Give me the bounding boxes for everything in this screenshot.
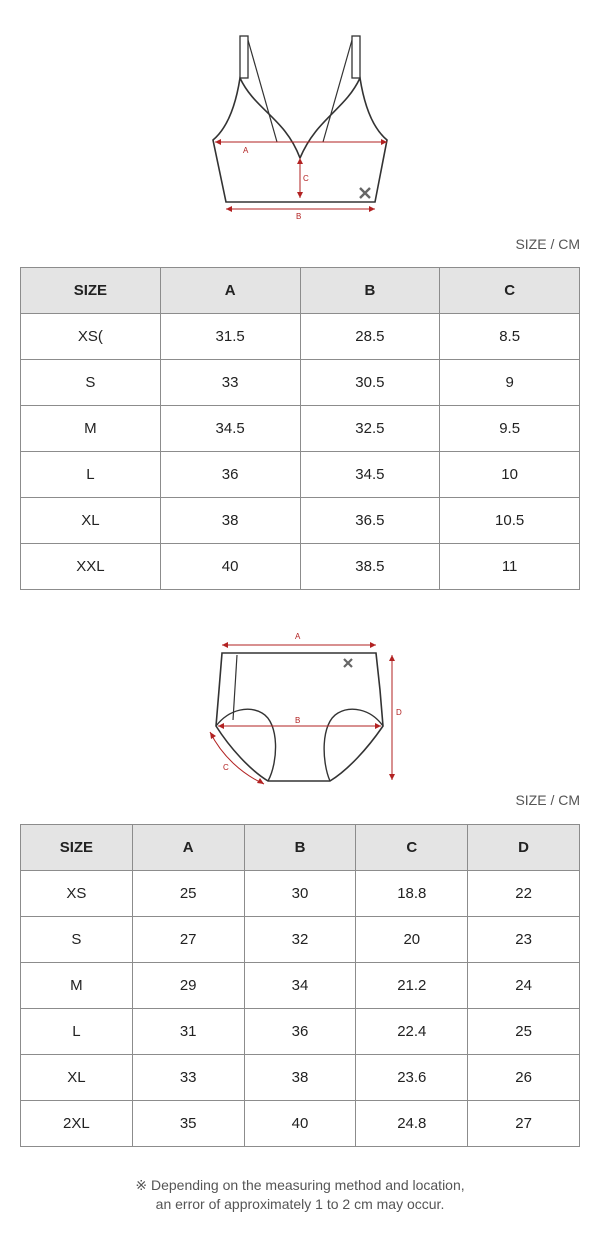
note-line-2: an error of approximately 1 to 2 cm may occur.	[155, 1196, 445, 1212]
header-c: C	[440, 268, 580, 314]
table-cell: S	[21, 917, 133, 963]
table-row	[21, 1009, 580, 1055]
header-b: B	[300, 268, 440, 314]
table-header-row	[21, 268, 580, 314]
left-strap	[240, 36, 248, 78]
header-b: B	[244, 825, 356, 871]
table-cell: 32	[244, 917, 356, 963]
table-cell: 40	[244, 1101, 356, 1147]
bra-label-a: A	[243, 146, 249, 155]
table-cell: L	[21, 452, 161, 498]
table-cell: 22	[468, 871, 580, 917]
table-row	[21, 498, 580, 544]
table-cell: M	[21, 406, 161, 452]
table-cell: M	[21, 963, 133, 1009]
table-cell: XS	[21, 871, 133, 917]
table-cell: XS(	[21, 314, 161, 360]
table-cell: 11	[440, 544, 580, 590]
right-strap	[352, 36, 360, 78]
table-cell: 24.8	[356, 1101, 468, 1147]
table-cell: 20	[356, 917, 468, 963]
bra-size-table	[20, 267, 580, 590]
table-cell: 10	[440, 452, 580, 498]
header-c: C	[356, 825, 468, 871]
table-row	[21, 452, 580, 498]
table-cell: 25	[468, 1009, 580, 1055]
table-cell: 30.5	[300, 360, 440, 406]
bra-unit-label: SIZE / CM	[515, 236, 580, 252]
header-a: A	[132, 825, 244, 871]
table-row	[21, 917, 580, 963]
table-row	[21, 1101, 580, 1147]
table-cell: 31.5	[160, 314, 300, 360]
briefs-label-b: B	[295, 716, 301, 725]
table-row	[21, 406, 580, 452]
table-cell: 10.5	[440, 498, 580, 544]
measure-c-line	[210, 732, 264, 784]
table-cell: 32.5	[300, 406, 440, 452]
briefs-label-a: A	[295, 632, 301, 641]
table-cell: 40	[160, 544, 300, 590]
table-cell: 38	[160, 498, 300, 544]
table-cell: 9	[440, 360, 580, 406]
table-row	[21, 314, 580, 360]
table-cell: XXL	[21, 544, 161, 590]
header-d: D	[468, 825, 580, 871]
table-cell: 22.4	[356, 1009, 468, 1055]
table-cell: 21.2	[356, 963, 468, 1009]
table-cell: XL	[21, 1055, 133, 1101]
right-leg-opening	[324, 709, 383, 781]
table-cell: 33	[132, 1055, 244, 1101]
logo-icon	[344, 659, 352, 667]
table-cell: 36.5	[300, 498, 440, 544]
table-cell: 36	[244, 1009, 356, 1055]
bra-label-b: B	[296, 212, 302, 221]
table-row	[21, 544, 580, 590]
table-cell: 18.8	[356, 871, 468, 917]
logo-icon	[360, 188, 370, 198]
header-a: A	[160, 268, 300, 314]
table-cell: 31	[132, 1009, 244, 1055]
briefs-label-d: D	[396, 708, 402, 717]
table-cell: 2XL	[21, 1101, 133, 1147]
table-cell: 24	[468, 963, 580, 1009]
table-cell: 35	[132, 1101, 244, 1147]
briefs-unit-label: SIZE / CM	[515, 792, 580, 808]
table-cell: 33	[160, 360, 300, 406]
table-cell: 9.5	[440, 406, 580, 452]
table-row	[21, 871, 580, 917]
table-cell: 28.5	[300, 314, 440, 360]
table-cell: 34.5	[300, 452, 440, 498]
header-size: SIZE	[21, 825, 133, 871]
note-line-1: ※ Depending on the measuring method and location,	[135, 1177, 465, 1193]
table-cell: 30	[244, 871, 356, 917]
table-cell: 23.6	[356, 1055, 468, 1101]
table-cell: 8.5	[440, 314, 580, 360]
table-cell: 34.5	[160, 406, 300, 452]
table-cell: S	[21, 360, 161, 406]
table-cell: XL	[21, 498, 161, 544]
table-row	[21, 1055, 580, 1101]
briefs-illustration	[200, 628, 410, 788]
table-row	[21, 360, 580, 406]
bra-diagram	[205, 30, 395, 225]
table-row	[21, 963, 580, 1009]
table-cell: 29	[132, 963, 244, 1009]
measurement-note	[0, 1176, 600, 1214]
briefs-label-c: C	[223, 763, 229, 772]
bra-illustration	[205, 30, 395, 225]
table-cell: 27	[468, 1101, 580, 1147]
table-cell: 38.5	[300, 544, 440, 590]
table-header-row	[21, 825, 580, 871]
table-cell: 27	[132, 917, 244, 963]
bra-label-c: C	[303, 174, 309, 183]
table-cell: 34	[244, 963, 356, 1009]
briefs-diagram	[200, 628, 410, 788]
table-cell: 38	[244, 1055, 356, 1101]
briefs-size-table	[20, 824, 580, 1147]
table-cell: 36	[160, 452, 300, 498]
header-size: SIZE	[21, 268, 161, 314]
table-cell: 23	[468, 917, 580, 963]
table-cell: 25	[132, 871, 244, 917]
table-cell: 26	[468, 1055, 580, 1101]
table-cell: L	[21, 1009, 133, 1055]
